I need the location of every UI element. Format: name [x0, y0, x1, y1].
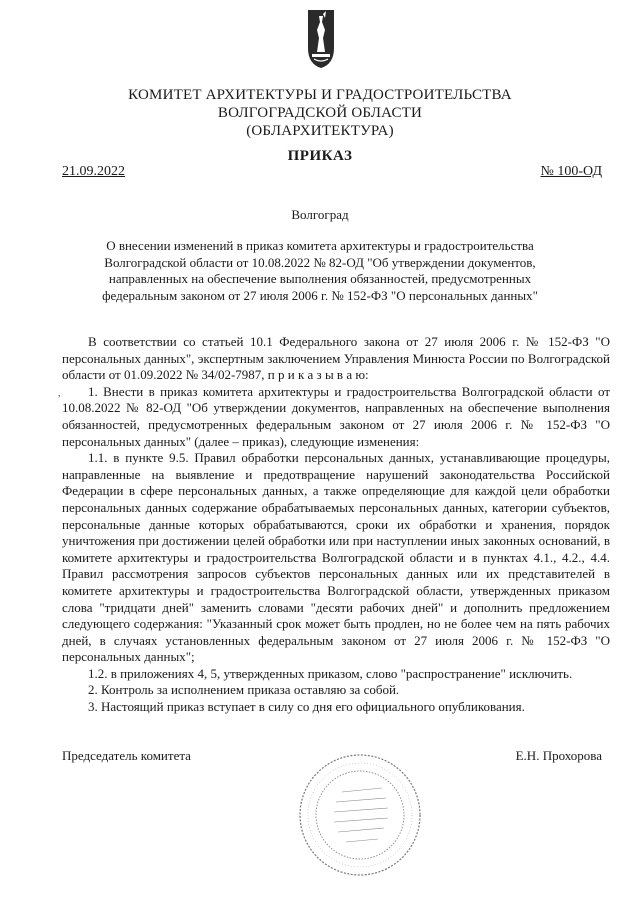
committee-name-line-1: КОМИТЕТ АРХИТЕКТУРЫ И ГРАДОСТРОИТЕЛЬСТВА: [128, 87, 512, 103]
item-1-paragraph: 1. Внести в приказ комитета архитектуры и градостроительства Волгоградской области от 10.08.2022 № 82-ОД "Об утверждении документов, направленных на обеспечение выполнения обязанностей, предусмотренных федеральным законом от 27 июля 2006 г. № 152-ФЗ "О персональных данных" (далее – приказ), следующие изменения:: [62, 383, 610, 449]
committee-abbreviation: (ОБЛАРХИТЕКТУРА): [246, 123, 394, 139]
item-1-1-paragraph: 1.1. в пункте 9.5. Правил обработки персональных данных, устанавливающие процедуры, направленные на выявление и предотвращение нарушений законодательства Российской Федерации в сфере персональных данных, а также определяющие для каждой цели обработки персональных данных содержание обрабатываемых персональных данных, категории субъектов, персональные данные которых обрабатываются, сроки их обработки и хранения, порядок уничтожения при достижении целей обработки или при наступлении иных законных оснований, в комитете архитектуры и градостроительства Волгоградской области и в пунктах 4.1., 4.2., 4.4. Правил рассмотрения запросов субъектов персональных данных или их представителей в комитете архитектуры и градостроительства Волгоградской области, утвержденных приказом слова "тридцати дней" заменить словами "десяти рабочих дней" и дополнить предложением следующего содержания: "Указанный срок может быть продлен, но не более чем на пять рабочих дней, в случаях установленных федеральным законом от 27 июля 2006 г. № 152-ФЗ "О персональных данных";: [62, 450, 610, 665]
preamble-paragraph: В соответствии со статьей 10.1 Федерального закона от 27 июля 2006 г. № 152-ФЗ "О персональных данных", экспертным заключением Управления Минюста России по Волгоградской области от 01.09.2022 № 34/02-7987, п р и к а з ы в а ю:: [62, 334, 610, 383]
document-type-title: ПРИКАЗ: [287, 148, 353, 164]
signatory-position: Председатель комитета: [62, 748, 191, 763]
official-seal-icon: [290, 750, 430, 880]
item-2-paragraph: 2. Контроль за исполнением приказа оставляю за собой.: [88, 682, 400, 698]
document-date: 21.09.2022: [62, 164, 125, 179]
committee-name-line-2: ВОЛГОГРАДСКОЙ ОБЛАСТИ: [217, 105, 423, 121]
document-number: № 100-ОД: [540, 164, 602, 179]
document-subject: О внесении изменений в приказ комитета архитектуры и градостроительства Волгоградской области от 10.08.2022 № 82-ОД "Об утверждении документов, направленных на обеспечение выполнения обязанностей, предусмотренных федеральным законом от 27 июля 2006 г. № 152-ФЗ "О персональных данных": [102, 238, 538, 303]
document-body: [62, 334, 610, 716]
document-city: Волгоград: [291, 207, 349, 222]
volgograd-coat-of-arms-icon: [306, 8, 336, 70]
item-1-2-paragraph: 1.2. в приложениях 4, 5, утвержденных приказом, слово "распространение" исключить.: [88, 665, 573, 681]
signatory-name: Е.Н. Прохорова: [515, 748, 602, 763]
margin-mark: ,: [58, 388, 61, 399]
item-3-paragraph: 3. Настоящий приказ вступает в силу со дня его официального опубликования.: [88, 699, 525, 715]
